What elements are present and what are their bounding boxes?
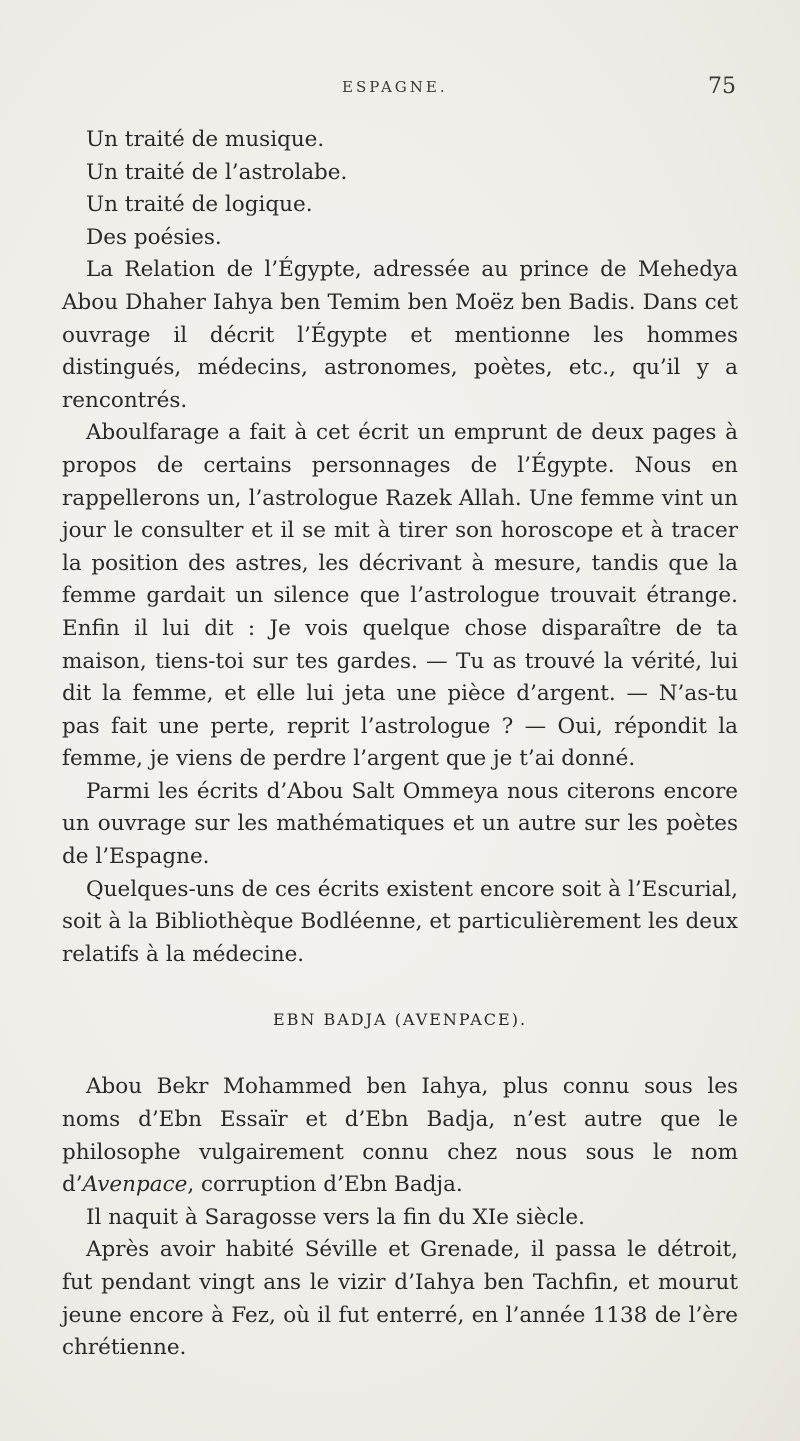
paragraph-naquit: Il naquit à Saragosse vers la fin du XIe siècle. — [86, 1204, 585, 1230]
list-item: Un traité de musique. — [86, 127, 325, 152]
list-item: Un traité de logique. — [86, 192, 313, 218]
paragraph-relation-egypte: La Relation de l’Égypte, adressée au prince de Mehedya Abou Dhaher Iahya ben Temim ben Moëz ben Badis. Dans cet ouvrage il décrit l’Égypte et mentionne les hommes distingués, médecins, astronomes, poètes, etc., qu’il y a rencontrés. — [62, 257, 738, 413]
list-item: Un traité de l’astrolabe. — [86, 159, 348, 185]
paragraph-apres: Après avoir habité Séville et Grenade, il passa le détroit, fut pendant vingt ans le vizir d’Iahya ben Tachfin, et mourut jeune encore à Fez, où il fut enterré, en l’année 1138 de l’ère chrétienne. — [62, 1237, 738, 1361]
page-body — [62, 124, 738, 1365]
section-heading: EBN BADJA (AVENPACE). — [272, 1010, 528, 1030]
paragraph-aboulfarage: Aboulfarage a fait à cet écrit un emprunt de deux pages à propos de certains personnages de l’Égypte. Nous en rappellerons un, l’astrologue Razek Allah. Une femme vint un jour le consulter et il se mit à tirer son horoscope et à tracer la position des astres, les décrivant à mesure, tandis que la femme gardait un silence que l’astrologue trouvait étrange. Enfin il lui dit : Je vois quelque chose disparaître de ta maison, tiens-toi sur tes gardes. — Tu as trouvé la vérité, lui dit la femme, et elle lui jeta une pièce d’argent. — N’as-tu pas fait une perte, reprit l’astrologue ? — Oui, répondit la femme, je viens de perdre l’argent que je t’ai donné. — [62, 420, 738, 772]
intro-text-before: Abou Bekr Mohammed ben Iahya, plus connu sous les noms d’Ebn Essaïr et d’Ebn Badja, n’est autre que le philosophe vulgairement connu chez nous sous le nom d’ — [62, 1074, 738, 1198]
paragraph-parmi-les-ecrits: Parmi les écrits d’Abou Salt Ommeya nous citerons encore un ouvrage sur les mathématiques et un autre sur les poètes de l’Espagne. — [62, 778, 738, 870]
running-head — [0, 74, 800, 102]
page-number: 75 — [708, 74, 736, 99]
paragraph-quelques-uns: Quelques-uns de ces écrits existent encore soit à l’Escurial, soit à la Bibliothèque Bodléenne, et particulièrement les deux relatifs à la médecine. — [62, 876, 738, 967]
intro-text-after: , corruption d’Ebn Badja. — [187, 1172, 463, 1198]
list-item: Des poésies. — [86, 224, 222, 250]
paragraph-abou-bekr — [62, 1071, 738, 1201]
running-head-title: ESPAGNE. — [342, 78, 448, 96]
intro-text-italic: Avenpace — [82, 1172, 188, 1198]
